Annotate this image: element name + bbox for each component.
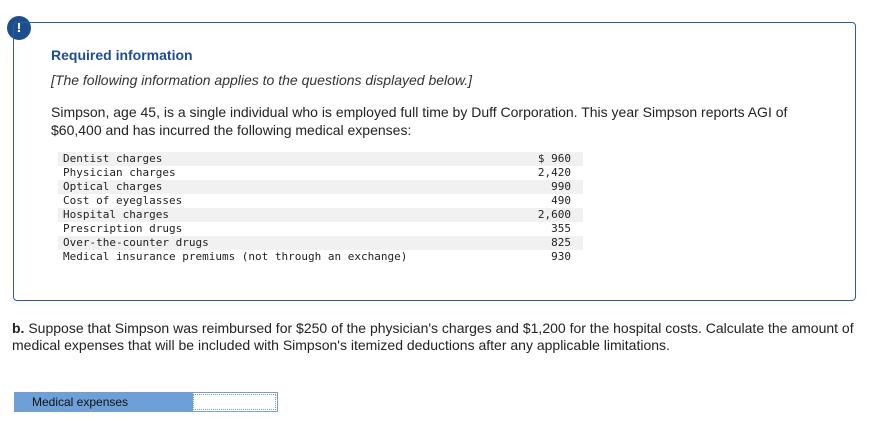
expense-amount: 2,600 bbox=[506, 208, 583, 222]
expense-label: Optical charges bbox=[58, 180, 506, 194]
medical-expenses-table bbox=[58, 152, 583, 264]
table-row bbox=[58, 208, 583, 222]
expense-label: Physician charges bbox=[58, 166, 506, 180]
information-note: [The following information applies to the questions displayed below.] bbox=[51, 72, 473, 88]
table-row bbox=[58, 236, 583, 250]
table-row bbox=[58, 180, 583, 194]
table-row bbox=[58, 166, 583, 180]
question-b bbox=[12, 320, 862, 354]
expense-label: Medical insurance premiums (not through an exchange) bbox=[58, 250, 506, 264]
expense-amount: 355 bbox=[506, 222, 583, 236]
expense-amount: $ 960 bbox=[506, 152, 583, 166]
expense-label: Prescription drugs bbox=[58, 222, 506, 236]
required-information-title: Required information bbox=[51, 47, 193, 63]
question-part-label: b. bbox=[12, 320, 25, 336]
medical-expenses-input[interactable] bbox=[192, 393, 277, 411]
expense-amount: 990 bbox=[506, 180, 583, 194]
question-text: Suppose that Simpson was reimbursed for $250 of the physician's charges and $1,200 for the hospital costs. Calculate the amount of medical expenses that will be included with Simpson's itemized deductions after any applicable limitations. bbox=[12, 320, 854, 353]
expense-label: Over-the-counter drugs bbox=[58, 236, 506, 250]
table-row bbox=[58, 194, 583, 208]
table-row bbox=[58, 250, 583, 264]
expense-amount: 2,420 bbox=[506, 166, 583, 180]
expense-amount: 490 bbox=[506, 194, 583, 208]
expense-amount: 930 bbox=[506, 250, 583, 264]
table-row bbox=[58, 222, 583, 236]
answer-row bbox=[14, 392, 278, 412]
required-information-panel bbox=[13, 22, 856, 301]
scenario-text: Simpson, age 45, is a single individual who is employed full time by Duff Corporation. This year Simpson reports AGI of $60,400 and has incurred the following medical expenses: bbox=[51, 104, 788, 138]
expense-label: Cost of eyeglasses bbox=[58, 194, 506, 208]
expense-amount: 825 bbox=[506, 236, 583, 250]
medical-expenses-label: Medical expenses bbox=[15, 393, 192, 411]
table-row bbox=[58, 152, 583, 166]
expense-label: Dentist charges bbox=[58, 152, 506, 166]
exclamation-icon: ! bbox=[7, 16, 31, 40]
expense-label: Hospital charges bbox=[58, 208, 506, 222]
